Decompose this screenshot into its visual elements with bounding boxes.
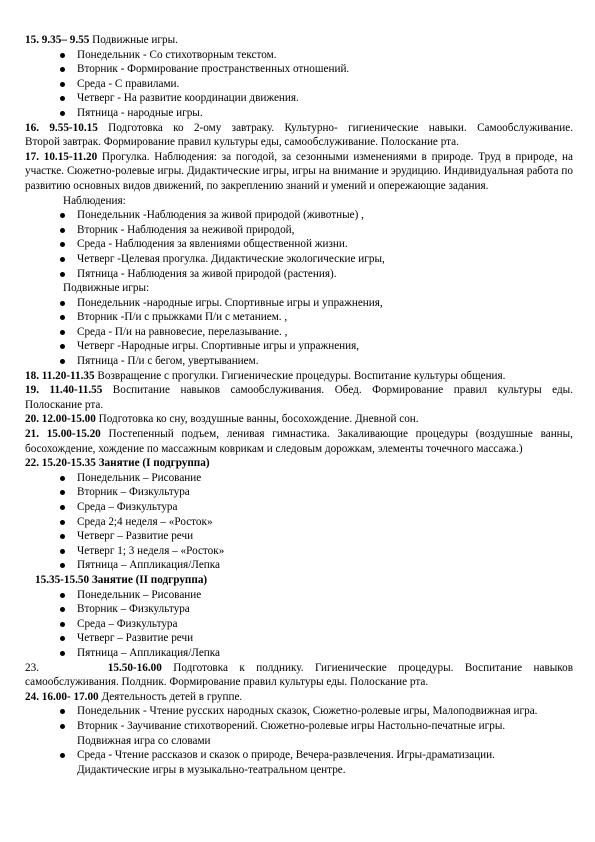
- section-21-paragraph: [25, 427, 573, 442]
- section-time: 19. 11.40-11.55: [25, 384, 103, 397]
- section-time: 15.50-16.00: [107, 661, 162, 674]
- section-time: 15. 9.35– 9.55: [25, 34, 90, 46]
- section-21-continuation: босохождение, хождение по массажным коврикам и следовым дорожкам, элементы точечного массажа.): [25, 442, 523, 455]
- list-item: Среда – Физкультура: [25, 500, 573, 515]
- list-item: Вторник -П/и с прыжками П/и с метанием. ,: [25, 310, 573, 325]
- section-17-paragraph: [25, 150, 573, 194]
- section-24-list: [25, 704, 573, 777]
- list-item: Понедельник - Чтение русских народных сказок, Сюжетно-ролевые игры, Малоподвижная игра.: [25, 704, 573, 719]
- list-item: [25, 719, 573, 748]
- section-time: 18. 11.20-11.35: [25, 369, 95, 382]
- section-22-list: [25, 471, 573, 573]
- observations-label: Наблюдения:: [63, 194, 126, 207]
- list-item: Четверг – Развитие речи: [25, 631, 573, 646]
- section-19-continuation: Полоскание рта.: [25, 398, 104, 411]
- section-title: Занятие (I подгруппа): [95, 457, 210, 470]
- list-item-text: Среда - Чтение рассказов и сказок о природе, Вечера-развлечения. Игры-драматизации.: [77, 749, 495, 762]
- section-20-paragraph: [25, 412, 573, 427]
- section-text: Воспитание навыков самообслуживания. Обед. Формирование правил культуры еды.: [102, 384, 573, 397]
- section-text: Подготовка ко 2-ому завтраку. Культурно- гигиенические навыки. Самообслуживание.: [97, 121, 573, 134]
- section-22b-heading: [25, 573, 573, 588]
- section-16-continuation: Второй завтрак. Формирование правил культуры еды, самообслуживание. Полоскание рта.: [25, 136, 459, 149]
- list-item: Четверг - На развитие координации движения.: [25, 91, 573, 106]
- list-item: Четверг -Целевая прогулка. Дидактические экологические игры,: [25, 252, 573, 267]
- list-item: Среда - С правилами.: [25, 77, 573, 92]
- section-time: 17. 10.15-11.20: [25, 150, 98, 163]
- section-number: 23.: [25, 661, 39, 674]
- list-item: Понедельник -Наблюдения за живой природой (животные) ,: [25, 208, 573, 223]
- list-item: Четверг 1; 3 неделя – «Росток»: [25, 544, 573, 559]
- list-item: Среда 2;4 неделя – «Росток»: [25, 515, 573, 530]
- list-item: Пятница – Аппликация/Лепка: [25, 558, 573, 573]
- list-item: Пятница - П/и с бегом, увертыванием.: [25, 354, 573, 369]
- list-item: Понедельник – Рисование: [25, 471, 573, 486]
- list-item: Среда - Наблюдения за явлениями общественной жизни.: [25, 237, 573, 252]
- list-item: Пятница - народные игры.: [25, 106, 573, 121]
- section-18-paragraph: [25, 369, 573, 384]
- section-title: Подвижные игры.: [89, 34, 178, 46]
- section-time: 20. 12.00-15.00: [25, 413, 96, 426]
- section-time: 16. 9.55-10.15: [25, 121, 98, 134]
- games-label: Подвижные игры:: [63, 282, 150, 295]
- section-22-heading: [25, 456, 573, 471]
- section-time: 24. 16.00- 17.00: [25, 690, 99, 703]
- list-item: Вторник – Физкультура: [25, 602, 573, 617]
- list-item: Четверг -Народные игры. Спортивные игры и упражнения,: [25, 339, 573, 354]
- section-text: Возвращение с прогулки. Гигиенические процедуры. Воспитание культуры общения.: [94, 369, 506, 382]
- list-item: Среда – Физкультура: [25, 617, 573, 632]
- section-22b-list: [25, 588, 573, 661]
- games-list: [25, 296, 573, 369]
- list-item: Пятница – Аппликация/Лепка: [25, 646, 573, 661]
- section-text: Постепенный подъем, ленивая гимнастика. Закаливающие процедуры (воздушные ванны,: [100, 428, 573, 441]
- list-item: Вторник - Наблюдения за неживой природой,: [25, 223, 573, 238]
- list-item: Среда - П/и на равновесие, перелазывание. ,: [25, 325, 573, 340]
- section-16-paragraph: [25, 121, 573, 136]
- observations-list: [25, 208, 573, 281]
- section-title: Занятие (II подгруппа): [89, 573, 208, 586]
- list-item: Понедельник -народные игры. Спортивные игры и упражнения,: [25, 296, 573, 311]
- section-15-heading: [25, 33, 573, 48]
- list-item-continuation: Дидактические игры в музыкально-театральном центре.: [77, 763, 346, 776]
- section-23-continuation: самообслуживания. Полдник. Формирование правил культуры еды. Полоскание рта.: [25, 676, 429, 689]
- section-15-list: [25, 48, 573, 121]
- list-item: Четверг – Развитие речи: [25, 529, 573, 544]
- section-time: 15.35-15.50: [35, 573, 90, 586]
- section-text: Прогулка. Наблюдения: за погодой, за сезонными изменениями в природе. Труд в природе, на участке. Сюжетно-ролевые игры. Дидактические игры, игры на внимание и эрудицию. Индивидуальная работа по развитию основных видов движений, по закреплению знаний и умений и опережающие задания.: [25, 150, 574, 192]
- list-item: [25, 748, 573, 777]
- list-item: Вторник - Формирование пространственных отношений.: [25, 62, 573, 77]
- list-item-text: Вторник - Заучивание стихотворений. Сюжетно-ролевые игры Настольно-печатные игры.: [77, 719, 506, 732]
- list-item-continuation: Подвижная игра со словами: [77, 734, 211, 747]
- section-23-paragraph: [25, 661, 573, 676]
- section-19-paragraph: [25, 383, 573, 398]
- list-item: Пятница - Наблюдения за живой природой (растения).: [25, 267, 573, 282]
- list-item: Вторник – Физкультура: [25, 485, 573, 500]
- section-title: Деятельность детей в группе.: [98, 690, 243, 703]
- list-item: Понедельник – Рисование: [25, 588, 573, 603]
- section-text: Подготовка к полднику. Гигиенические процедуры. Воспитание навыков: [161, 661, 574, 674]
- section-time: 21. 15.00-15.20: [25, 428, 101, 441]
- section-24-heading: [25, 690, 573, 705]
- daily-schedule: [25, 33, 573, 777]
- section-time: 22. 15.20-15.35: [25, 457, 96, 470]
- section-text: Подготовка ко сну, воздушные ванны, босохождение. Дневной сон.: [95, 413, 419, 426]
- list-item: Понедельник - Со стихотворным текстом.: [25, 48, 573, 63]
